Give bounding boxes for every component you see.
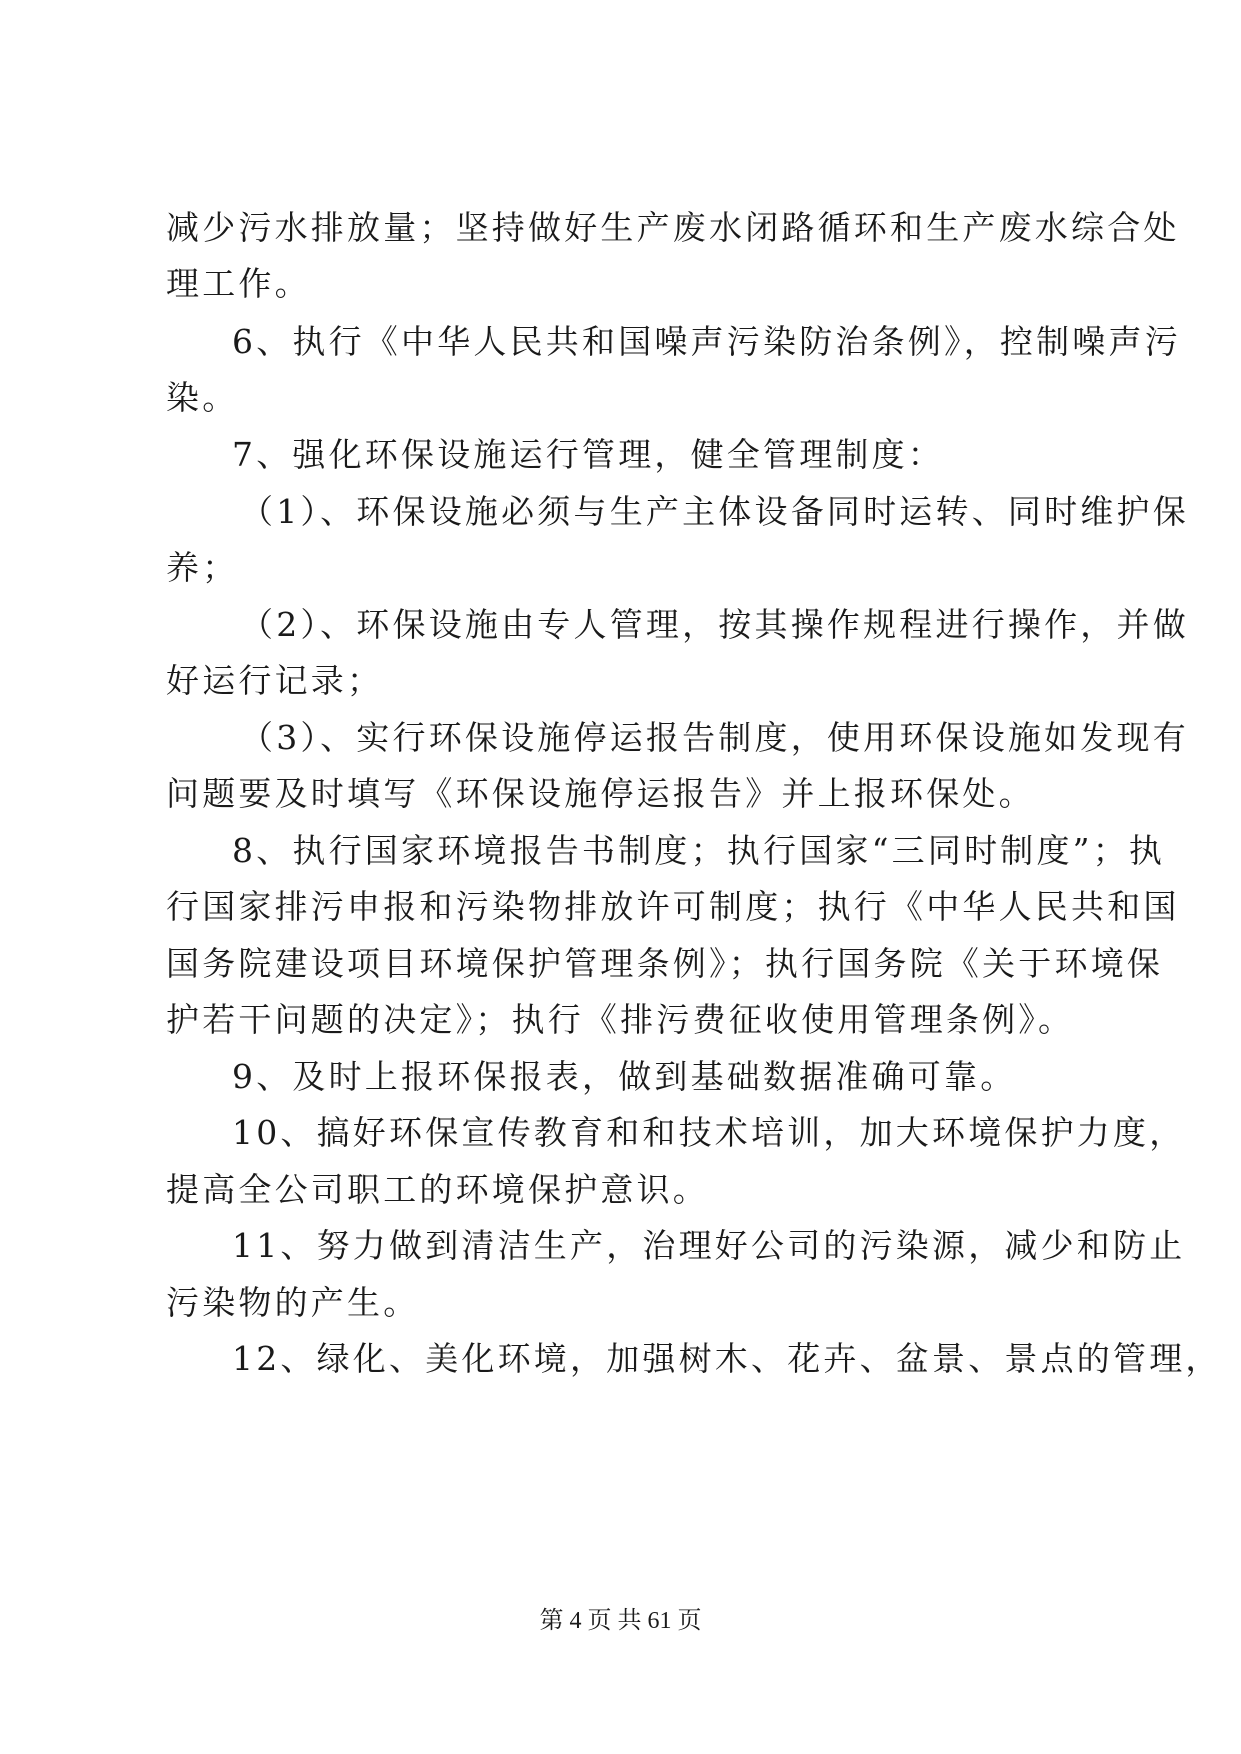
text-line: 国务院建设项目环境保护管理条例》；执行国务院《关于环境保 <box>166 944 1164 983</box>
text-line: 8、执行国家环境报告书制度；执行国家“三同时制度”；执 <box>232 831 1166 870</box>
text-line: 问题要及时填写《环保设施停运报告》并上报环保处。 <box>166 774 1035 813</box>
text-line: （2）、环保设施由专人管理，按其操作规程进行操作，并做 <box>240 605 1189 644</box>
text-line: 提高全公司职工的环境保护意识。 <box>166 1170 709 1209</box>
text-line: 染。 <box>166 378 239 417</box>
text-line: 减少污水排放量；坚持做好生产废水闭路循环和生产废水综合处 <box>166 208 1180 247</box>
text-line: 理工作。 <box>166 264 311 303</box>
text-line: 行国家排污申报和污染物排放许可制度；执行《中华人民共和国 <box>166 887 1180 926</box>
text-line: 好运行记录； <box>166 661 384 700</box>
text-line: 养； <box>166 548 239 587</box>
page-number-footer: 第 4 页 共 61 页 <box>539 1608 702 1634</box>
text-line: 污染物的产生。 <box>166 1283 420 1322</box>
text-line: 护若干问题的决定》；执行《排污费征收使用管理条例》。 <box>166 1000 1075 1039</box>
text-line: 11、努力做到清洁生产，治理好公司的污染源，减少和防止 <box>232 1226 1186 1265</box>
text-line: 7、强化环保设施运行管理，健全管理制度： <box>232 435 944 474</box>
text-line: （1）、环保设施必须与生产主体设备同时运转、同时维护保 <box>240 492 1189 531</box>
text-line: （3）、实行环保设施停运报告制度，使用环保设施如发现有 <box>240 718 1189 757</box>
text-line: 10、搞好环保宣传教育和和技术培训，加大环境保护力度， <box>232 1113 1186 1152</box>
text-line: 9、及时上报环保报表，做到基础数据准确可靠。 <box>232 1057 1017 1096</box>
text-line: 6、执行《中华人民共和国噪声污染防治条例》，控制噪声污 <box>232 322 1181 361</box>
text-line: 12、绿化、美化环境，加强树木、花卉、盆景、景点的管理， <box>232 1339 1222 1378</box>
